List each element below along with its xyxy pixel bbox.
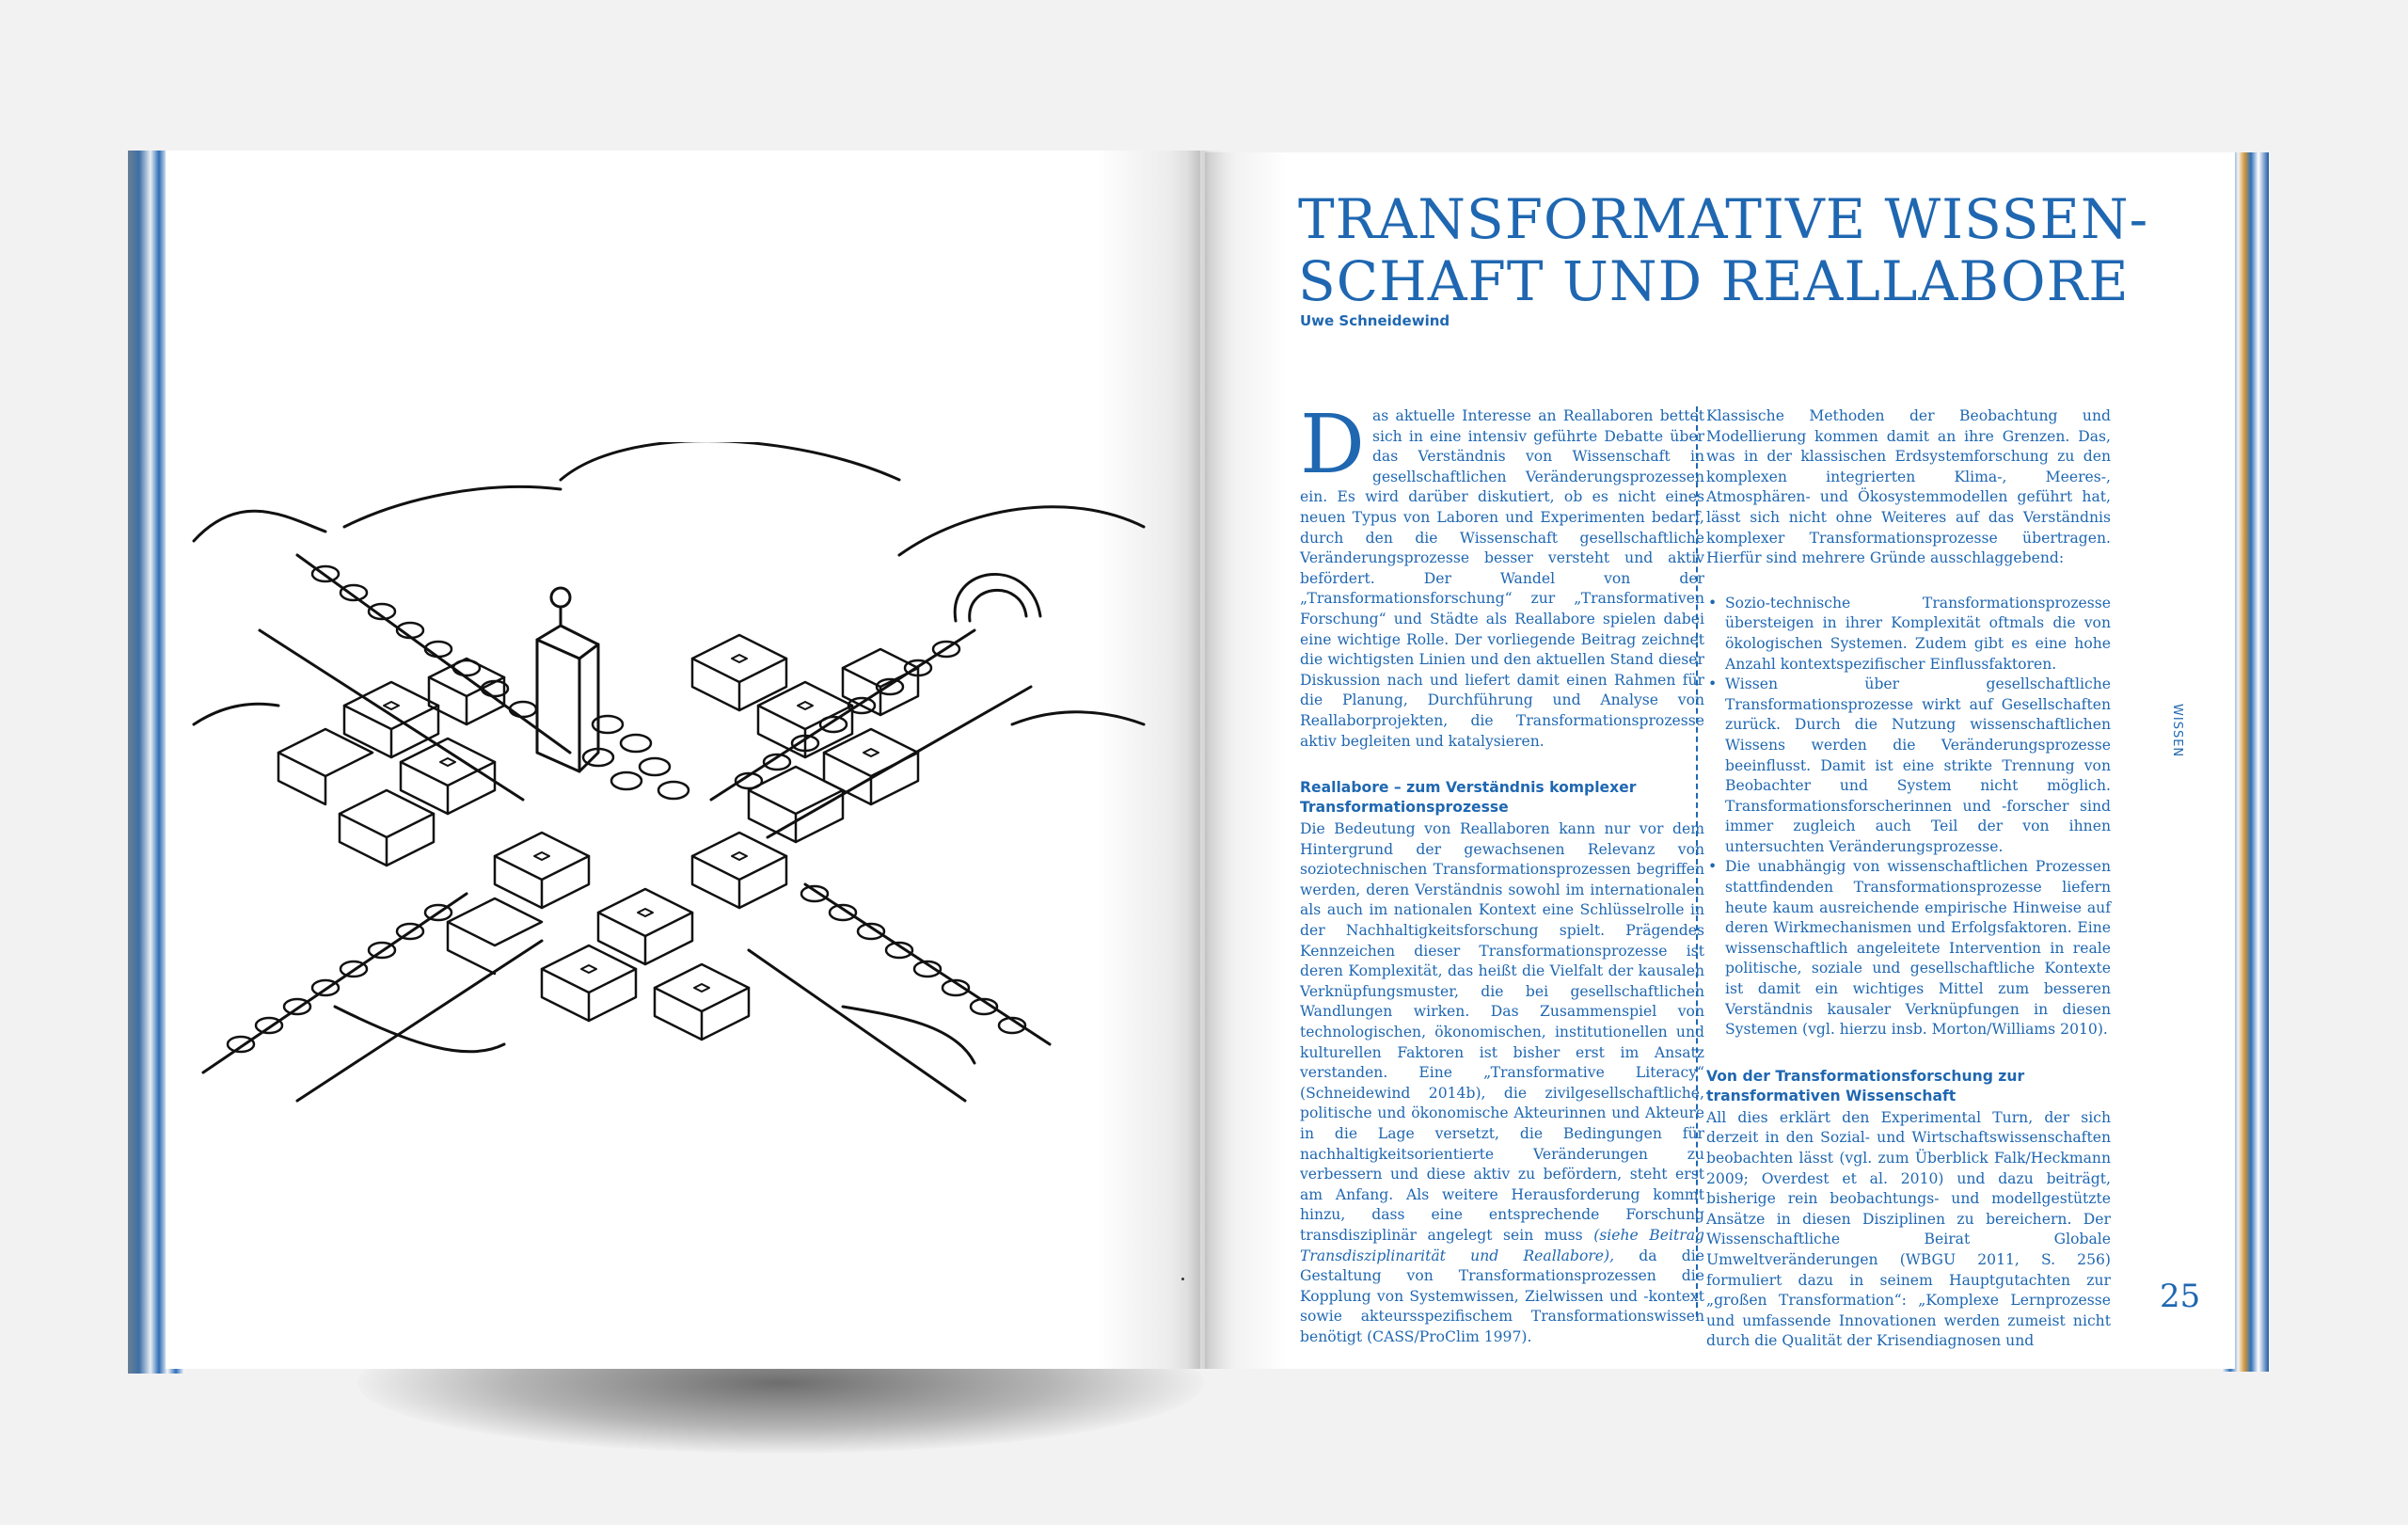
drop-cap: D xyxy=(1300,398,1365,492)
text-column-2 xyxy=(1706,406,2111,1352)
article-title-line1: TRANSFORMATIVE WISSEN- xyxy=(1298,187,2149,251)
section-heading-transformativ: Von der Transformationsforschung zur transformativen Wissenschaft xyxy=(1706,1067,2025,1104)
intro-text: as aktuelle Interesse an Reallaboren bettet sich in eine intensiv geführte Debatte über das Verständnis von Wissenschaft in gesellschaftlichen Veränderungsprozessen ein. Es wird darüber diskutiert, ob es nicht eines neuen Typus von Laboren und Experimenten bedarf, durch den die Wissenschaft gesellschaftliche Veränderungsprozesse besser versteht und aktiv befördert. Der Wandel von der „Transformationsforschung“ zur „Transformativen Forschung“ und Städte als Reallabore spielen dabei eine wichtige Rolle. Der vorliegende Beitrag zeichnet die wichtigsten Linien und den aktuellen Stand dieser Diskussion nach und liefert damit einen Rahmen für die Planung, Durchführung und Analyse von Reallaborprojekten, die Transformationsprozesse aktiv begleiten und katalysieren. xyxy=(1300,407,1704,750)
page-number: 25 xyxy=(2160,1278,2201,1315)
city-intersection-illustration xyxy=(184,442,1163,1120)
list-item: • Sozio-technische Transformationsprozesse übersteigen in ihrer Komplexität oftmals die von ökologischen Systemen. Zudem gibt es eine hohe Anzahl kontextspezifischer Einflussfaktoren. xyxy=(1706,594,2111,675)
page-dot xyxy=(1181,1278,1184,1280)
section-label: WISSEN xyxy=(2170,704,2184,758)
article-author: Uwe Schneidewind xyxy=(1300,312,1450,329)
book-fold xyxy=(1187,151,1225,1369)
body1-italic: (siehe Beitrag Transdisziplinarität und Reallabore), xyxy=(1300,1226,1704,1264)
section-heading-reallabore: Reallabore – zum Verständnis komplexer Transformationsprozesse xyxy=(1300,779,1637,817)
column-separator xyxy=(1696,406,1698,1317)
article-title xyxy=(1298,187,2149,313)
intro-paragraph xyxy=(1300,398,1704,752)
list-item: • Wissen über gesellschaftliche Transformationsprozesse wirkt auf Gesellschaften zurück. Durch die Nutzung wissenschaftlichen Wissens werden die Veränderungsprozesse beeinflusst. Damit ist eine strikte Trennung von Beobachter und System nicht möglich. Transformationsforscherinnen und -forscher sind immer zugleich auch Teil der von ihnen untersuchten Veränderungsprozesse. xyxy=(1706,675,2111,857)
reasons-list xyxy=(1706,594,2111,1040)
list-item: • Die unabhängig von wissenschaftlichen Prozessen stattfindenden Transformationsprozesse liefern heute kaum ausreichende empirische Hinweise auf deren Wirkmechanismen und Erfolgsfaktoren. Eine wissenschaftlich angeleitete Intervention in reale politische, soziale und gesellschaftliche Kontexte ist damit ein wichtiges Mittel zum besseren Verständnis kausaler Verknüpfungen in diesen Systemen (vgl. hierzu insb. Morton/Williams 2010). xyxy=(1706,857,2111,1040)
body1-text: Die Bedeutung von Reallaboren kann nur vor dem Hintergrund der gewachsenen Relevanz von soziotechnischen Transformationsprozessen begriffen werden, deren Verständnis sowohl im internationalen als auch im nationalen Kontext eine Schlüsselrolle in der Nachhaltigkeitsforschung spielt. Prägendes Kennzeichen dieser Transformationsprozesse ist deren Komplexität, das heißt die Vielfalt der kausalen Verknüpfungsmuster, die bei gesellschaftlichen Wandlungen wirken. Das Zusammenspiel von technologischen, ökonomischen, institutionellen und kulturellen Faktoren ist bisher erst im Ansatz verstanden. Eine „Transformative Literacy“ (Schneidewind 2014b), die zivilgesellschaftliche, politische und ökonomische Akteurinnen und Akteure in die Lage versetzt, die Bedingungen für nachhaltigkeitsorientierte Veränderungen zu verbessern und diese aktiv zu befördern, steht erst am Anfang. Als weitere Herausforderung kommt hinzu, dass eine entsprechende Forschung transdisziplinär angelegt sein muss xyxy=(1300,820,1704,1244)
text-column-1 xyxy=(1300,398,1704,1348)
body1-end: da die Gestaltung von Transformationsprozessen die Kopplung von Systemwissen, Zielwissen und -kontext sowie akteursspezifischem Transformationswissen benötigt (CASS/ProClim 1997). xyxy=(1300,1247,1704,1345)
col2-intro: Klassische Methoden der Beobachtung und Modellierung kommen damit an ihre Grenzen. Das, was in der klassischen Erdsystemforschung zu den komplexen integrierten Klima-, Meeres-, Atmosphären- und Ökosystemmodellen geführt hat, lässt sich nicht ohne Weiteres auf das Verständnis komplexer Transformationsprozesse übertragen. Hierfür sind mehrere Gründe ausschlaggebend: xyxy=(1706,407,2111,567)
body-paragraph-1 xyxy=(1300,819,1704,1347)
article-title-line2: SCHAFT UND REALLABORE xyxy=(1298,249,2130,313)
body-paragraph-2: All dies erklärt den Experimental Turn, der sich derzeit in den Sozial- und Wirtschaftswissenschaften beobachten lässt (vgl. zum Überblick Falk/Heckmann 2009; Overdest et al. 2010) und dazu beiträgt, bisherige rein beobachtungs- und modellgestützte Ansätze in diesen Disziplinen zu bereichern. Der Wissenschaftliche Beirat Globale Umweltveränderungen (WBGU 2011, S. 256) formuliert dazu in seinem Hauptgutachten zur „großen Transformation“: „Komplexe Lernprozesse und umfassende Innovationen werden zumeist nicht durch die Qualität der Krisendiagnosen und xyxy=(1706,1108,2111,1350)
